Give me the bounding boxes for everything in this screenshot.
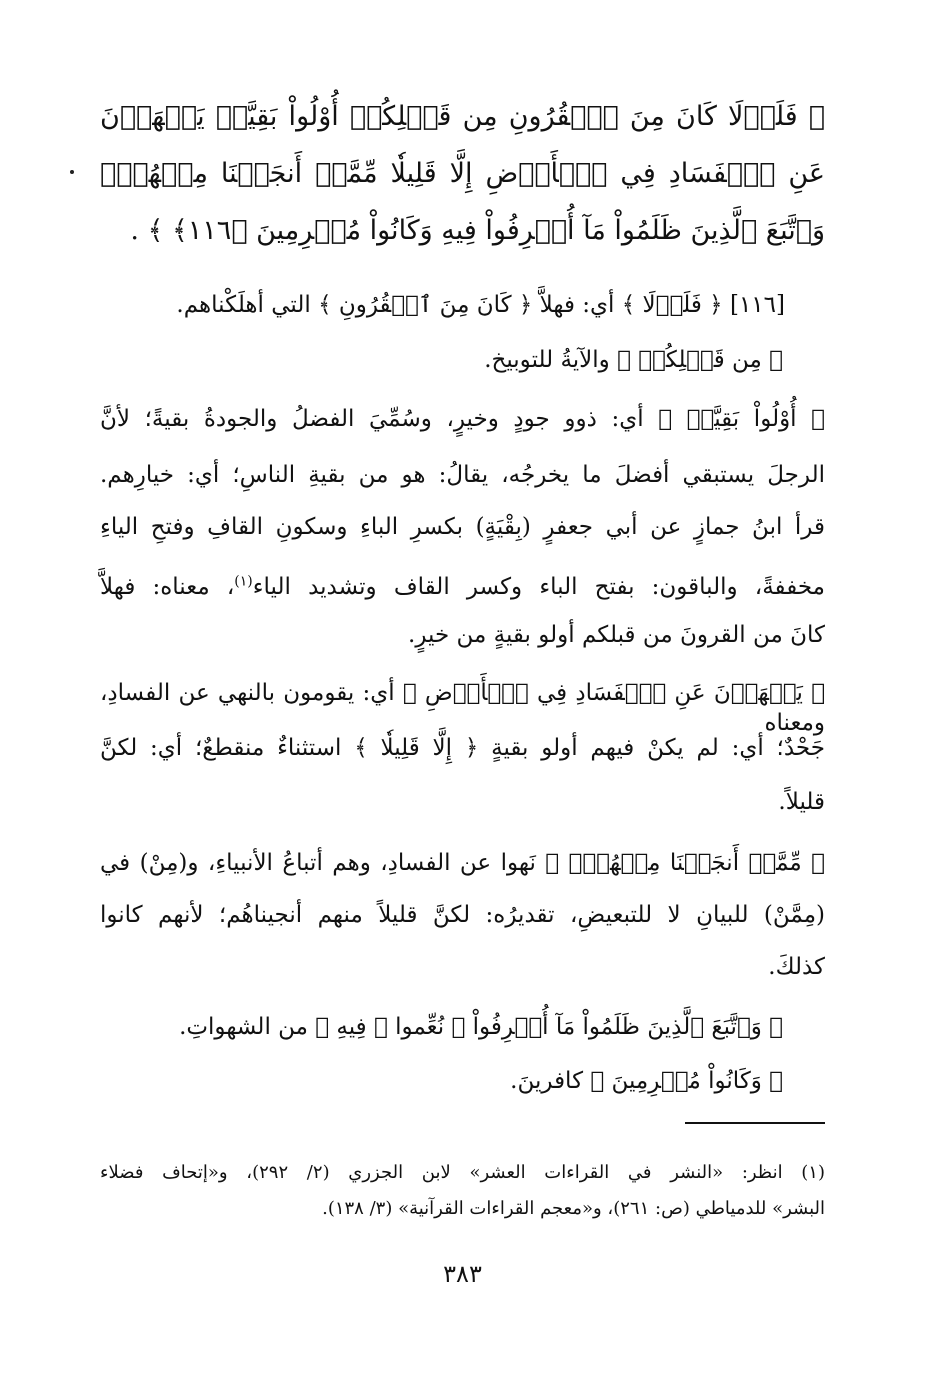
commentary-line-4: الرجلَ يستبقي أفضلَ ما يخرجُه، يقالُ: هو من بقيةِ الناسِ؛ أي: خيارِهم. <box>100 462 825 488</box>
commentary-line-7: كانَ من القرونَ من قبلكم أولو بقيةٍ من خيرٍ. <box>408 622 825 648</box>
commentary-line-9: جَحْدٌ؛ أي: لم يكنْ فيهم أولو بقيةٍ ﴿ إِلَّا قَلِيلٗا ﴾ استثناءٌ منقطعٌ؛ أي: لكنَّ <box>100 735 825 761</box>
commentary-line-15: ﴿ وَكَانُواْ مُجۡرِمِينَ ﴾ كافرينَ. <box>510 1068 783 1094</box>
commentary-line-14: ﴿ وَٱتَّبَعَ ٱلَّذِينَ ظَلَمُواْ مَآ أُتۡرِفُواْ ﴾ نُعِّموا ﴿ فِيهِ ﴾ من الشهواتِ. <box>179 1014 783 1040</box>
commentary-line-6: مخففةً، والباقون: بفتح الباء وكسر القاف وتشديد الياء$^{(١)}$، معناه: فهلاَّ <box>100 573 825 600</box>
commentary-line-3: ﴿ أُوْلُواْ بَقِيَّةٖ ﴾ أي: ذوو جودٍ وخيرٍ، وسُمِّيَ الفضلُ والجودةُ بقيةً؛ لأنَّ <box>100 406 825 432</box>
footnote-reference: (١) <box>234 573 253 589</box>
footnote-separator <box>685 1122 825 1124</box>
commentary-line-13: كذلكَ. <box>768 954 825 980</box>
commentary-line-11: ﴿ مِّمَّنۡ أَنجَيۡنَا مِنۡهُمۡۗ ﴾ نَهوا عن الفسادِ، وهم أتباعُ الأنبياءِ، و(مِنْ) في <box>100 850 825 876</box>
commentary-line-5: قرأ ابنُ جمازٍ عن أبي جعفرٍ (بِقْيَةٍ) بكسرِ الباءِ وسكونِ القافِ وفتحِ الياءِ <box>100 514 825 540</box>
commentary-line-1: [١١٦] ﴿ فَلَوۡلَا ﴾ أي: فهلاَّ ﴿ كَانَ مِنَ ٱلۡقُرُونِ ﴾ التي أهلَكْناهم. <box>176 292 785 318</box>
page-number: ٣٨٣ <box>443 1260 482 1288</box>
commentary-line-12: (مِمَّنْ) للبيانِ لا للتبعيضِ، تقديرُه: لكنَّ قليلاً منهم أنجيناهُم؛ لأنهم كانوا <box>100 902 825 928</box>
footnote-line-1: (١) انظر: «النشر في القراءات العشر» لابن الجزري (٢/ ٢٩٢)، و«إتحاف فضلاء <box>100 1162 825 1183</box>
footnote-line-2: البشر» للدمياطي (ص: ٢٦١)، و«معجم القراءات القرآنية» (٣/ ١٣٨). <box>322 1198 825 1219</box>
commentary-line-10: قليلاً. <box>778 789 825 815</box>
commentary-line-2: ﴿ مِن قَبۡلِكُمۡ ﴾ والآيةُ للتوبيخ. <box>484 347 783 373</box>
quran-verse: ﴿ فَلَوۡلَا كَانَ مِنَ ٱلۡقُرُونِ مِن قَبۡلِكُمۡ أُوْلُواْ بَقِيَّةٖ يَنۡهَوۡنَ عَنِ ٱلۡفَسَادِ فِي ٱلۡأَرۡضِ إِلَّا قَلِيلٗا مِّمَّنۡ أَنجَيۡنَا مِنۡهُمۡۗ وَٱتَّبَعَ ٱلَّذِينَ ظَلَمُواْ مَآ أُتۡرِفُواْ فِيهِ وَكَانُواْ مُجۡرِمِينَ ﴿١١٦﴾ ﴾ . <box>100 101 825 246</box>
commentary-line-8: ﴿ يَنۡهَوۡنَ عَنِ ٱلۡفَسَادِ فِي ٱلۡأَرۡضِ ﴾ أي: يقومون بالنهي عن الفسادِ، ومعناه <box>100 680 825 736</box>
margin-mark <box>70 170 74 174</box>
